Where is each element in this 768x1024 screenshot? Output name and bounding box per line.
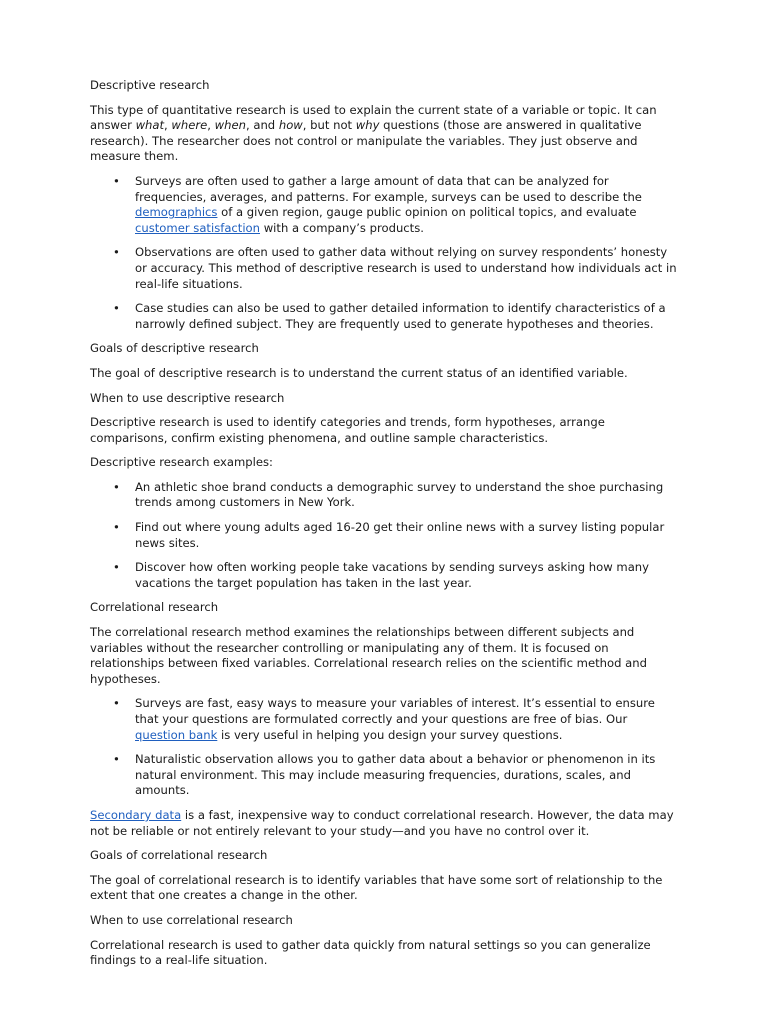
emphasis-when: when	[214, 118, 246, 133]
goals-correlational-paragraph: The goal of correlational research is to identify variables that have some sort of relationship to the extent that one creates a change in the other.	[90, 872, 663, 903]
question-bank-link[interactable]: question bank	[135, 727, 218, 742]
descriptive-methods-list	[90, 174, 680, 332]
list-item-observations: • Observations are often used to gather data without relying on survey respondents’ honesty or accuracy. This method of descriptive research is used to understand how individuals act in real-life situations.	[113, 245, 677, 291]
goals-descriptive-paragraph: The goal of descriptive research is to understand the current status of an identified variable.	[90, 365, 628, 380]
emphasis-where: where	[171, 118, 208, 133]
list-item-example: • Find out where young adults aged 16-20 get their online news with a survey listing popular news sites.	[113, 520, 665, 550]
secondary-data-link[interactable]: Secondary data	[90, 807, 182, 822]
emphasis-why: why	[355, 118, 380, 133]
heading-goals-descriptive: Goals of descriptive research	[90, 341, 259, 356]
correlational-intro-paragraph: The correlational research method examines the relationships between different subjects and variables without the researcher controlling or manipulating any of them. It is focused on relationships between fixed variables. Correlational research relies on the scientific method and hypotheses.	[90, 625, 647, 686]
bullet-marker: •	[113, 245, 120, 260]
bullet-marker: •	[113, 560, 120, 575]
heading-descriptive-examples: Descriptive research examples:	[90, 455, 273, 470]
bullet-marker: •	[113, 301, 120, 316]
emphasis-what: what	[135, 118, 165, 133]
heading-descriptive-research: Descriptive research	[90, 78, 210, 92]
heading-correlational-research: Correlational research	[90, 600, 219, 615]
bullet-marker: •	[113, 173, 120, 188]
list-item-naturalistic-observation: • Naturalistic observation allows you to gather data about a behavior or phenomenon in its natural environment. This may include measuring frequencies, durations, scales, and amounts.	[113, 752, 656, 798]
heading-goals-correlational: Goals of correlational research	[90, 848, 268, 863]
list-item-example: • Discover how often working people take vacations by sending surveys asking how many vacations the target population has taken in the last year.	[113, 560, 650, 590]
when-descriptive-paragraph: Descriptive research is used to identify categories and trends, form hypotheses, arrange comparisons, confirm existing phenomena, and outline sample characteristics.	[90, 415, 605, 445]
bullet-marker: •	[113, 520, 120, 535]
list-item-case-studies: • Case studies can also be used to gather detailed information to identify characteristics of a narrowly defined subject. They are frequently used to generate hypotheses and theories.	[113, 301, 666, 331]
customer-satisfaction-link[interactable]: customer satisfaction	[135, 220, 261, 235]
document-body	[90, 78, 680, 978]
descriptive-examples-list	[90, 480, 680, 592]
demographics-link[interactable]: demographics	[135, 205, 218, 220]
list-item-example: • An athletic shoe brand conducts a demographic survey to understand the shoe purchasing trends among customers in New York.	[113, 479, 664, 510]
list-item-surveys-correlational: • Surveys are fast, easy ways to measure your variables of interest. It’s essential to ensure that your questions are formulated correctly and your questions are free of bias. Our question bank is very useful in helping you design your survey questions.	[113, 696, 655, 742]
descriptive-intro-paragraph: This type of quantitative research is used to explain the current state of a variable or topic. It can answer what, where, when, and how, but not why questions (those are answered in qualitative research). The researcher does not control or manipulate the variables. They just observe and measure them.	[90, 102, 657, 164]
correlational-methods-list	[90, 696, 680, 799]
list-item-surveys: • Surveys are often used to gather a large amount of data that can be analyzed for frequencies, averages, and patterns. For example, surveys can be used to describe the demographics of a given region, gauge public opinion on political topics, and evaluate customer satisfaction with a company’s products.	[113, 173, 642, 235]
secondary-data-paragraph: Secondary data is a fast, inexpensive way to conduct correlational research. However, the data may not be reliable or not entirely relevant to your study—and you have no control over it.	[90, 807, 674, 838]
bullet-marker: •	[113, 479, 120, 494]
heading-when-descriptive: When to use descriptive research	[90, 390, 285, 405]
heading-when-correlational: When to use correlational research	[90, 912, 293, 927]
when-correlational-paragraph: Correlational research is used to gather data quickly from natural settings so you can generalize findings to a real-life situation.	[90, 937, 651, 968]
bullet-marker: •	[113, 696, 120, 711]
bullet-marker: •	[113, 752, 120, 767]
emphasis-how: how	[278, 118, 303, 133]
